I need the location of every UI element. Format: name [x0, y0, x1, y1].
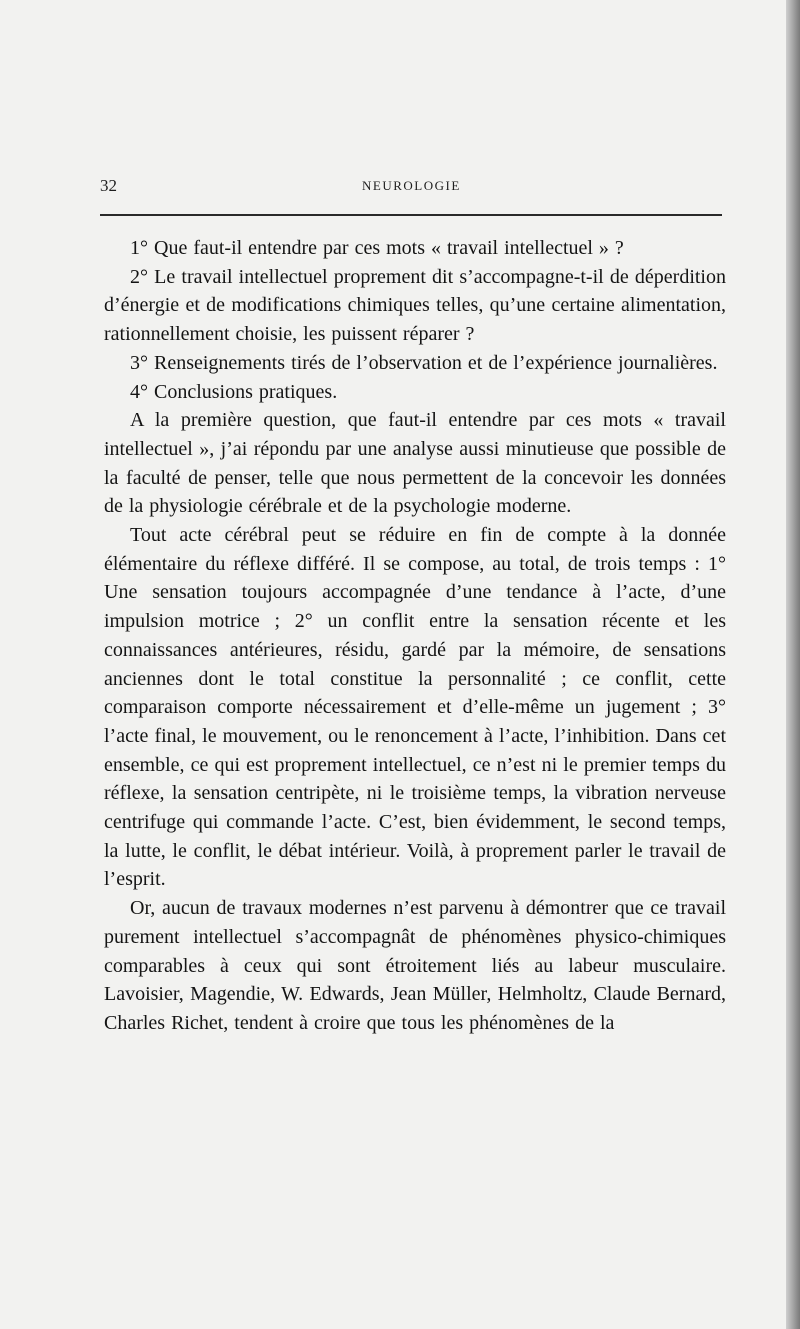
- body-text: [104, 234, 726, 1038]
- question-3: 3° Renseignements tirés de l’observation et de l’expérience journalières.: [130, 351, 718, 374]
- paragraph-modern-works: Or, aucun de travaux modernes n’est parvenu à démontrer que ce travail purement intellectuel s’accompagnât de phénomènes physico-chimiques comparables à ceux qui sont étroitement liés au labeur musculaire. Lavoisier, Magendie, W. Edwards, Jean Müller, Helmholtz, Claude Bernard, Charles Richet, tendent à croire que tous les phénomènes de la: [104, 897, 726, 1034]
- paragraph-cerebral-act: Tout acte cérébral peut se réduire en fin de compte à la donnée élémentaire du réflexe différé. Il se compose, au total, de trois temps : 1° Une sensation toujours accompagnée d’une tendance à l’acte, d’une impulsion motrice ; 2° un conflit entre la sensation récente et les connaissances antérieures, résidu, gardé par la mémoire, de sensations anciennes dont le total constitue la personnalité ; ce conflit, cette comparaison comporte nécessairement et d’elle-même un jugement ; 3° l’acte final, le mouvement, ou le renoncement à l’acte, l’inhibition. Dans cet ensemble, ce qui est proprement intellectuel, ce n’est ni le premier temps du réflexe, la sensation centripète, ni le troisième temps, la vibration nerveuse centrifuge qui commande l’acte. C’est, bien évidemment, le second temps, la lutte, le conflit, le débat intérieur. Voilà, à proprement parler le travail de l’esprit.: [104, 524, 726, 891]
- header-rule: [100, 214, 722, 216]
- question-2: 2° Le travail intellectuel proprement dit s’accompagne-t-il de déperdition d’énergie et de modifications chimiques telles, qu’une certaine alimentation, rationnellement choisie, les puissent réparer ?: [104, 265, 726, 346]
- page-number: 32: [100, 176, 117, 195]
- paragraph-first-question: A la première question, que faut-il entendre par ces mots « travail intellectuel », j’ai répondu par une analyse aussi minutieuse que possible de la faculté de penser, telle que nous permettent de la concevoir les données de la physiologie cérébrale et de la psychologie moderne.: [104, 409, 726, 518]
- page-edge-shadow: [786, 0, 800, 1329]
- question-1: 1° Que faut-il entendre par ces mots « travail intellectuel » ?: [130, 237, 624, 259]
- running-title: NEUROLOGIE: [362, 178, 461, 193]
- page-header: [100, 176, 722, 198]
- question-4: 4° Conclusions pratiques.: [130, 380, 338, 403]
